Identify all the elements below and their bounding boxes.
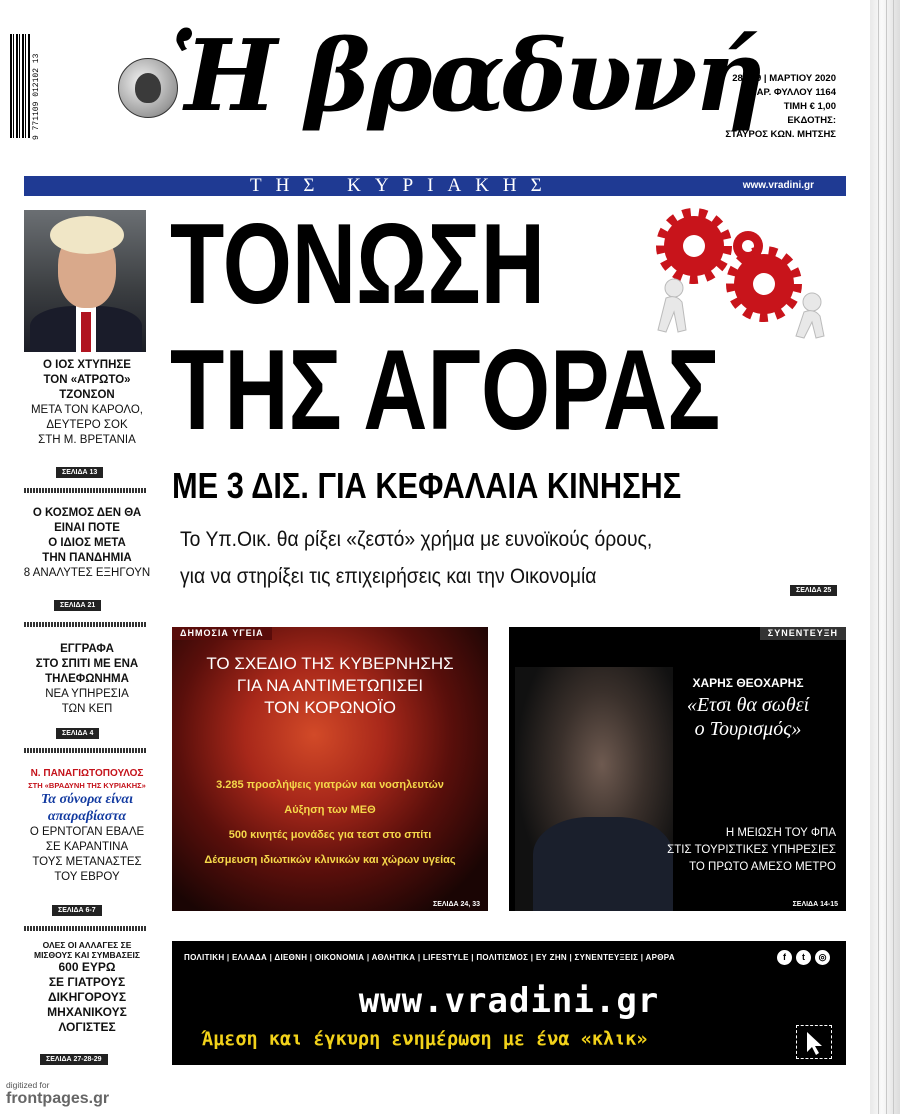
- publisher-label: ΕΚΔΟΤΗΣ:: [787, 115, 836, 126]
- health-plan-box[interactable]: [172, 627, 488, 911]
- sidebar-divider: [24, 622, 146, 627]
- story-headline: ΤΟΝ «ΑΤΡΩΤΟ»: [43, 374, 131, 386]
- story-text: ΤΟΥ ΕΒΡΟΥ: [54, 871, 120, 883]
- story-kicker: ΟΛΕΣ ΟΙ ΑΛΛΑΓΕΣ ΣΕ: [42, 940, 132, 950]
- lead-deck-line1: Το Υπ.Οικ. θα ρίξει «ζεστό» χρήμα με ευνοϊκούς όρους,: [180, 528, 653, 551]
- figure-body: [658, 297, 686, 332]
- johnson-photo: [24, 210, 146, 352]
- box-kicker: ΣΥΝΕΝΤΕΥΞΗ: [760, 627, 846, 640]
- story-headline: ΔΙΚΗΓΟΡΟΥΣ: [47, 990, 127, 1004]
- sidebar-story-kep[interactable]: [20, 642, 154, 717]
- box-title-line: ΤΟΝ ΚΟΡΩΝΟΪΟ: [264, 698, 396, 717]
- story-text: Ο ΕΡΝΤΟΓΑΝ ΕΒΑΛΕ: [29, 826, 145, 838]
- story-headline: ΣΤΟ ΣΠΙΤΙ ΜΕ ΕΝΑ: [35, 658, 139, 670]
- story-headline: ΤΖΟΝΣΟΝ: [59, 389, 115, 401]
- story-text: ΣΤΗ Μ. ΒΡΕΤΑΝΙΑ: [38, 434, 136, 446]
- barcode-number: 9 771109 012102 13: [32, 53, 41, 140]
- watermark-label: digitized for: [6, 1080, 50, 1090]
- sidebar-story-johnson[interactable]: [20, 358, 154, 448]
- page-tag: ΣΕΛΙΔΑ 13: [56, 467, 103, 478]
- issue-date: 28 | 29 | ΜΑΡΤΙΟΥ 2020: [732, 73, 836, 84]
- photo-tie: [81, 312, 91, 352]
- sidebar-story-pandemic[interactable]: [20, 506, 154, 581]
- issue-info: [725, 72, 836, 142]
- story-headline: ΣΕ ΓΙΑΤΡΟΥΣ: [48, 975, 126, 989]
- summary-line: ΤΟ ΠΡΩΤΟ ΑΜΕΣΟ ΜΕΤΡΟ: [689, 861, 836, 873]
- watermark: [6, 1080, 109, 1108]
- gears-illustration: [652, 206, 848, 342]
- sidebar-divider: [24, 926, 146, 931]
- story-text: ΝΕΑ ΥΠΗΡΕΣΙΑ: [45, 688, 129, 700]
- story-headline: Ο ΙΟΣ ΧΤΥΠΗΣΕ: [43, 359, 131, 371]
- summary-line: Η ΜΕΙΩΣΗ ΤΟΥ ΦΠΑ: [725, 827, 836, 839]
- story-headline: 600 ΕΥΡΩ: [58, 960, 116, 974]
- page-tag: ΣΕΛΙΔΑ 25: [790, 585, 837, 596]
- twitter-icon[interactable]: t: [796, 950, 811, 965]
- masthead-subtitle: ΤΗΣ ΚΥΡΙΑΚΗΣ: [250, 175, 556, 196]
- paper-edge: [870, 0, 900, 1114]
- story-text: ΤΟΥΣ ΜΕΤΑΝΑΣΤΕΣ: [32, 856, 142, 868]
- figure-head: [665, 279, 683, 297]
- facebook-icon[interactable]: f: [777, 950, 792, 965]
- story-headline: Ν. ΠΑΝΑΓΙΩΤΟΠΟΥΛΟΣ: [30, 768, 144, 779]
- story-text: ΣΕ ΚΑΡΑΝΤΙΝΑ: [45, 841, 129, 853]
- bullet-item: 3.285 προσλήψεις γιατρών και νοσηλευτών: [216, 779, 444, 791]
- page-tag: ΣΕΛΙΔΑ 27-28-29: [40, 1054, 108, 1065]
- sidebar-story-salaries[interactable]: [20, 940, 154, 1035]
- interview-quote: ο Τουρισμός»: [694, 718, 802, 740]
- lead-deck-line2: για να στηρίξει τις επιχειρήσεις και την Οικονομία: [180, 565, 597, 588]
- page-tag: ΣΕΛΙΔΑ 24, 33: [433, 901, 480, 908]
- sidebar-story-borders[interactable]: [20, 766, 154, 885]
- story-text: ΔΕΥΤΕΡΟ ΣΟΚ: [46, 419, 128, 431]
- bullet-item: 500 κινητές μονάδες για τεστ στο σπίτι: [228, 829, 432, 841]
- interview-summary: [636, 825, 836, 876]
- lead-headline-line1[interactable]: ΤΟΝΩΣΗ: [170, 201, 545, 328]
- lead-headline-line2[interactable]: ΤΗΣ ΑΓΟΡΑΣ: [170, 327, 721, 454]
- lead-subhead: ΜΕ 3 ΔΙΣ. ΓΙΑ ΚΕΦΑΛΑΙΑ ΚΙΝΗΣΗΣ: [172, 465, 682, 506]
- instagram-icon[interactable]: ◎: [815, 950, 830, 965]
- story-text: ΜΕΤΑ ΤΟΝ ΚΑΡΟΛΟ,: [30, 404, 144, 416]
- story-headline: ΛΟΓΙΣΤΕΣ: [58, 1020, 116, 1034]
- story-headline: Ο ΙΔΙΟΣ ΜΕΤΑ: [48, 537, 126, 549]
- page-tag: ΣΕΛΙΔΑ 14-15: [792, 901, 838, 908]
- social-icons: [777, 950, 830, 965]
- publisher-name: ΣΤΑΥΡΟΣ ΚΩΝ. ΜΗΤΣΗΣ: [725, 129, 836, 140]
- watermark-site: frontpages.gr: [6, 1090, 110, 1107]
- story-headline: ΕΓΓΡΑΦΑ: [60, 643, 114, 655]
- bullet-item: Δέσμευση ιδιωτικών κλινικών και χώρων υγείας: [204, 854, 456, 866]
- summary-line: ΣΤΙΣ ΤΟΥΡΙΣΤΙΚΕΣ ΥΠΗΡΕΣΙΕΣ: [667, 844, 836, 856]
- story-kicker: ΣΤΗ «ΒΡΑΔΥΝΗ ΤΗΣ ΚΥΡΙΑΚΗΣ»: [28, 781, 146, 790]
- bullet-item: Αύξηση των ΜΕΘ: [284, 804, 376, 816]
- box-title-line: ΤΟ ΣΧΕΔΙΟ ΤΗΣ ΚΥΒΕΡΝΗΣΗΣ: [206, 654, 454, 673]
- newspaper-title: Ἡ βραδυνή: [170, 19, 763, 134]
- story-text: 8 ΑΝΑΛΥΤΕΣ ΕΞΗΓΟΥΝ: [23, 567, 151, 579]
- masthead-website[interactable]: www.vradini.gr: [742, 180, 814, 191]
- owl-coin-icon: [118, 58, 178, 118]
- website-ad[interactable]: [172, 941, 846, 1065]
- barcode: [10, 34, 30, 138]
- story-headline: ΕΙΝΑΙ ΠΟΤΕ: [54, 522, 120, 534]
- issue-price: ΤΙΜΗ € 1,00: [783, 101, 836, 112]
- ad-slogan: Άμεση και έγκυρη ενημέρωση με ένα «κλικ»: [202, 1029, 648, 1050]
- page-tag: ΣΕΛΙΔΑ 6-7: [52, 905, 102, 916]
- owl-figure: [135, 73, 161, 103]
- interview-box[interactable]: [509, 627, 846, 911]
- box-kicker: ΔΗΜΟΣΙΑ ΥΓΕΙΑ: [172, 627, 272, 640]
- sidebar-divider: [24, 748, 146, 753]
- story-kicker: ΜΙΣΘΟΥΣ ΚΑΙ ΣΥΜΒΑΣΕΙΣ: [33, 950, 141, 960]
- story-quote: απαραβίαστα: [47, 809, 127, 824]
- photo-hair: [50, 216, 124, 254]
- story-headline: ΤΗΛΕΦΩΝΗΜΑ: [45, 673, 129, 685]
- ad-nav: ΠΟΛΙΤΙΚΗ | ΕΛΛΑΔΑ | ΔΙΕΘΝΗ | ΟΙΚΟΝΟΜΙΑ | ΑΘΛΗΤΙΚΑ | LIFESTYLE | ΠΟΛΙΤΙΣΜΟΣ | ΕΥ ΖΗΝ | ΣΥΝΕΝΤΕΥΞΕΙΣ | ΑΡΘΡΑ: [184, 953, 675, 962]
- issue-number: ΑΡ. ΦΥΛΛΟΥ 1164: [756, 87, 836, 98]
- story-headline: Ο ΚΟΣΜΟΣ ΔΕΝ ΘΑ: [32, 507, 142, 519]
- cursor-icon: [796, 1025, 832, 1059]
- sidebar-divider: [24, 488, 146, 493]
- story-text: ΤΩΝ ΚΕΠ: [61, 703, 113, 715]
- box-title: [172, 653, 488, 719]
- page-tag: ΣΕΛΙΔΑ 4: [56, 728, 99, 739]
- box-title-line: ΓΙΑ ΝΑ ΑΝΤΙΜΕΤΩΠΙΣΕΙ: [236, 676, 424, 695]
- interview-quote: «Ετσι θα σωθεί: [686, 694, 810, 716]
- story-headline: ΤΗΝ ΠΑΝΔΗΜΙΑ: [42, 552, 132, 564]
- story-headline: ΜΗΧΑΝΙΚΟΥΣ: [47, 1005, 127, 1019]
- ad-url[interactable]: www.vradini.gr: [358, 981, 660, 1021]
- interviewee-name: ΧΑΡΗΣ ΘΕΟΧΑΡΗΣ: [692, 676, 804, 690]
- page-tag: ΣΕΛΙΔΑ 21: [54, 600, 101, 611]
- box-bullets: [172, 773, 488, 873]
- interview-heading: [660, 673, 836, 741]
- story-quote: Τα σύνορα είναι: [40, 792, 134, 807]
